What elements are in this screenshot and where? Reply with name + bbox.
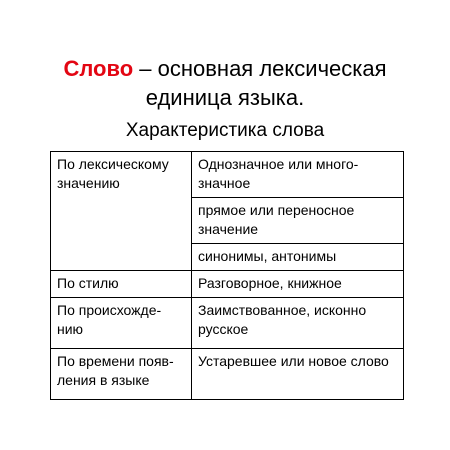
table-row	[51, 298, 404, 349]
value-origin: Заимствованное, исконно русское	[192, 298, 404, 349]
word-characteristics-table	[50, 151, 404, 400]
table-row	[51, 152, 404, 198]
value-style: Разговорное, книжное	[192, 271, 404, 298]
property-lexical-meaning: По лексическому значению	[51, 152, 192, 271]
heading-line1-rest: – основная лексическая	[133, 56, 387, 81]
table-row	[51, 349, 404, 400]
heading-keyword: Слово	[63, 56, 134, 81]
value-direct-or-figurative: прямое или переносное значение	[192, 198, 404, 244]
table-row	[51, 271, 404, 298]
value-time-of-appearance: Устаревшее или новое слово	[192, 349, 404, 400]
table-title: Характеристика слова	[125, 120, 325, 141]
property-origin: По происхожде-нию	[51, 298, 192, 349]
property-time-of-appearance: По времени появ-ления в языке	[51, 349, 192, 400]
slide-heading	[0, 54, 450, 112]
heading-line2: единица языка.	[145, 85, 305, 110]
value-synonyms-antonyms: синонимы, антонимы	[192, 244, 404, 271]
value-single-or-multi-meaning: Однозначное или много-значное	[192, 152, 404, 198]
property-style: По стилю	[51, 271, 192, 298]
